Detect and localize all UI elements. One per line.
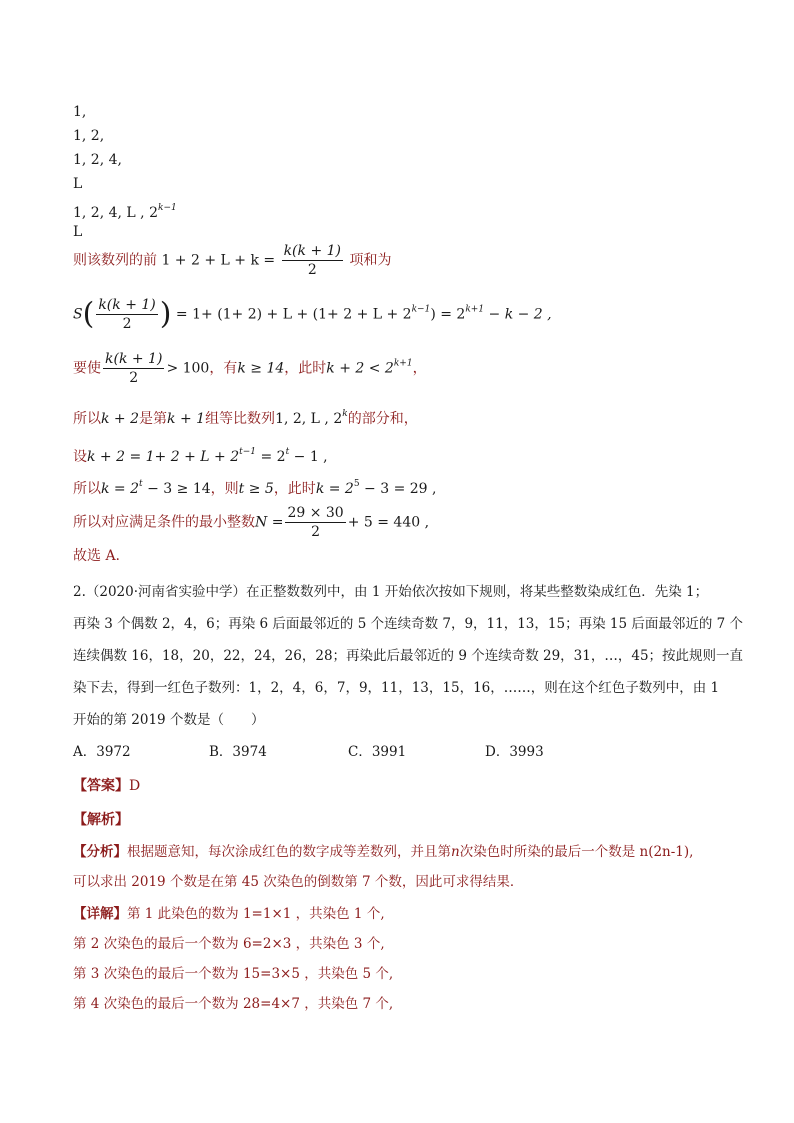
choice-d: D．3993: [485, 744, 544, 760]
sequence-line-2: 1, 2,: [73, 128, 105, 144]
solve-g: − 3 = 29 ,: [359, 481, 437, 497]
solve-a: k = 2: [101, 481, 140, 497]
detail-line-2: 第 2 次染色的最后一个数为 6=2×3 ，共染色 3 个,: [73, 936, 385, 952]
sequence-line-3: 1, 2, 4,: [73, 152, 122, 168]
exponent: k−1: [411, 304, 431, 315]
sum-count-post: 项和为: [349, 252, 392, 269]
fraction-numerator: k(k + 1): [105, 351, 163, 367]
set-pre: 设: [73, 449, 87, 465]
fraction-denominator: 2: [122, 316, 132, 332]
choose-answer-line: 故选 A.: [73, 548, 121, 564]
partial-sum-a: k + 2: [101, 411, 140, 427]
detail-line-3: 第 3 次染色的最后一个数为 15=3×5 ，共染色 5 个,: [73, 966, 394, 982]
question-2-line-4: 染下去，得到一红色子数列：1，2，4，6，7，9，11，13，15，16，……，则在这个红色子数列中，由 1: [73, 680, 720, 696]
solve-d: t ≥ 5: [238, 481, 274, 497]
sum-formula-line: [73, 296, 552, 333]
choice-a: A．3972: [73, 744, 131, 760]
exponent: k+1: [465, 304, 485, 315]
sum-count-pre: 则该数列的前: [73, 252, 157, 269]
exponent: 5: [353, 479, 360, 489]
partial-sum-line: [73, 404, 418, 429]
min-integer-a: N =: [255, 514, 284, 531]
min-integer-pre: 所以对应满足条件的最小整数: [73, 514, 255, 531]
choices-row: [73, 742, 723, 762]
sequence-line-5-text: 1, 2, 4, L , 2: [73, 205, 158, 221]
detail-text-1: 第 1 此染色的数为 1=1×1 ，共染色 1 个,: [127, 906, 385, 922]
fraction-denominator: 2: [307, 262, 317, 278]
fraction-denominator: 2: [129, 370, 139, 386]
sum-symbol: S: [73, 306, 83, 323]
analysis-label: 【解析】: [73, 812, 129, 828]
set-line: [73, 442, 328, 467]
question-2-line-3: 连续偶数 16，18，20，22，24，26，28；再染此后最邻近的 9 个连续奇数 29，31，…，45；按此规则一直: [73, 648, 744, 664]
solve-line: [73, 474, 436, 499]
condition-c: k ≥ 14: [237, 360, 285, 377]
analysis-summary-n: n: [451, 844, 460, 860]
solve-e: ，此时: [273, 481, 316, 497]
sequence-line-4: L: [73, 176, 83, 192]
analysis-summary-text-b: 次染色时所染的最后一个数是 n(2n-1),: [459, 844, 694, 860]
sum-count-line: [73, 242, 391, 279]
condition-d: ，此时: [284, 360, 327, 377]
partial-sum-c: k + 1: [167, 411, 206, 427]
partial-sum-pre: 所以: [73, 411, 101, 427]
sum-formula-end: − k − 2 ,: [484, 306, 552, 323]
condition-line: [73, 350, 427, 387]
analysis-summary-label: 【分析】: [73, 844, 127, 860]
exponent: k+1: [393, 358, 413, 369]
condition-f: ，: [412, 360, 427, 377]
solve-f: k = 2: [315, 481, 354, 497]
sum-formula-mid: = 1+ (1+ 2) + L + (1+ 2 + L + 2: [175, 306, 412, 323]
exponent: t: [285, 447, 290, 457]
solve-pre: 所以: [73, 481, 101, 497]
partial-sum-d: 组等比数列: [205, 411, 276, 427]
left-paren: (: [82, 296, 95, 332]
analysis-summary-text-a: 根据题意知，每次涂成红色的数字成等差数列，并且第: [127, 844, 451, 860]
sum-formula-mid2: ) = 2: [430, 306, 466, 323]
condition-e: k + 2 < 2: [326, 360, 394, 377]
detail-label: 【详解】: [73, 906, 127, 922]
answer-label: 【答案】: [73, 778, 129, 794]
right-paren: ): [159, 296, 172, 332]
detail-line-4: 第 4 次染色的最后一个数为 28=4×7 ，共染色 7 个,: [73, 996, 394, 1012]
question-2-line-2: 再染 3 个偶数 2，4，6；再染 6 后面最邻近的 5 个连续奇数 7，9，11，13，15；再染 15 后面最邻近的 7 个: [73, 616, 744, 632]
set-b: = 2: [256, 449, 286, 465]
fraction-numerator: 29 × 30: [287, 505, 344, 521]
condition-b: ，有: [209, 360, 238, 377]
solve-c: ，则: [210, 481, 239, 497]
answer-value: D: [129, 778, 141, 794]
condition-a: > 100: [166, 360, 210, 377]
detail-line-1: [73, 904, 385, 924]
sequence-line-1: 1,: [73, 104, 87, 120]
sequence-line-6: L: [73, 224, 83, 240]
sum-count-fraction: [282, 242, 343, 279]
fraction-numerator: k(k + 1): [98, 297, 156, 313]
sum-count-expr: 1 + 2 + L + k =: [161, 252, 276, 269]
analysis-line: [73, 810, 129, 830]
question-2-line-1: 2.（2020·河南省实验中学）在正整数数列中，由 1 开始依次按如下规则，将某些整数染成红色．先染 1；: [73, 584, 709, 600]
solve-b: − 3 ≥ 14: [142, 481, 211, 497]
partial-sum-e: 1, 2, L , 2: [275, 411, 343, 427]
answer-line: [73, 776, 140, 796]
analysis-summary-line-1: [73, 842, 693, 862]
sum-formula-fraction: [96, 296, 157, 333]
condition-fraction: [103, 350, 164, 387]
partial-sum-b: 是第: [139, 411, 168, 427]
sequence-line-5: [73, 198, 177, 223]
choice-c: C．3991: [348, 744, 407, 760]
question-2-line-5: 开始的第 2019 个数是（ ）: [73, 712, 265, 728]
choice-b: B．3974: [209, 744, 267, 760]
exponent: k: [342, 409, 348, 419]
set-a: k + 2 = 1+ 2 + L + 2: [87, 449, 240, 465]
fraction-numerator: k(k + 1): [283, 243, 342, 259]
min-integer-fraction: [285, 504, 345, 541]
exponent: t: [139, 479, 143, 489]
set-c: − 1 ,: [289, 449, 328, 465]
min-integer-b: + 5 = 440 ,: [347, 514, 430, 531]
min-integer-line: [73, 504, 429, 541]
fraction-denominator: 2: [311, 524, 321, 540]
partial-sum-f: 的部分和，: [347, 411, 418, 427]
condition-pre: 要使: [73, 360, 101, 377]
analysis-summary-line-2: 可以求出 2019 个数是在第 45 次染色的倒数第 7 个数，因此可求得结果．: [73, 874, 524, 890]
exponent: t−1: [239, 447, 257, 457]
sequence-line-5-exponent: k−1: [157, 203, 177, 213]
